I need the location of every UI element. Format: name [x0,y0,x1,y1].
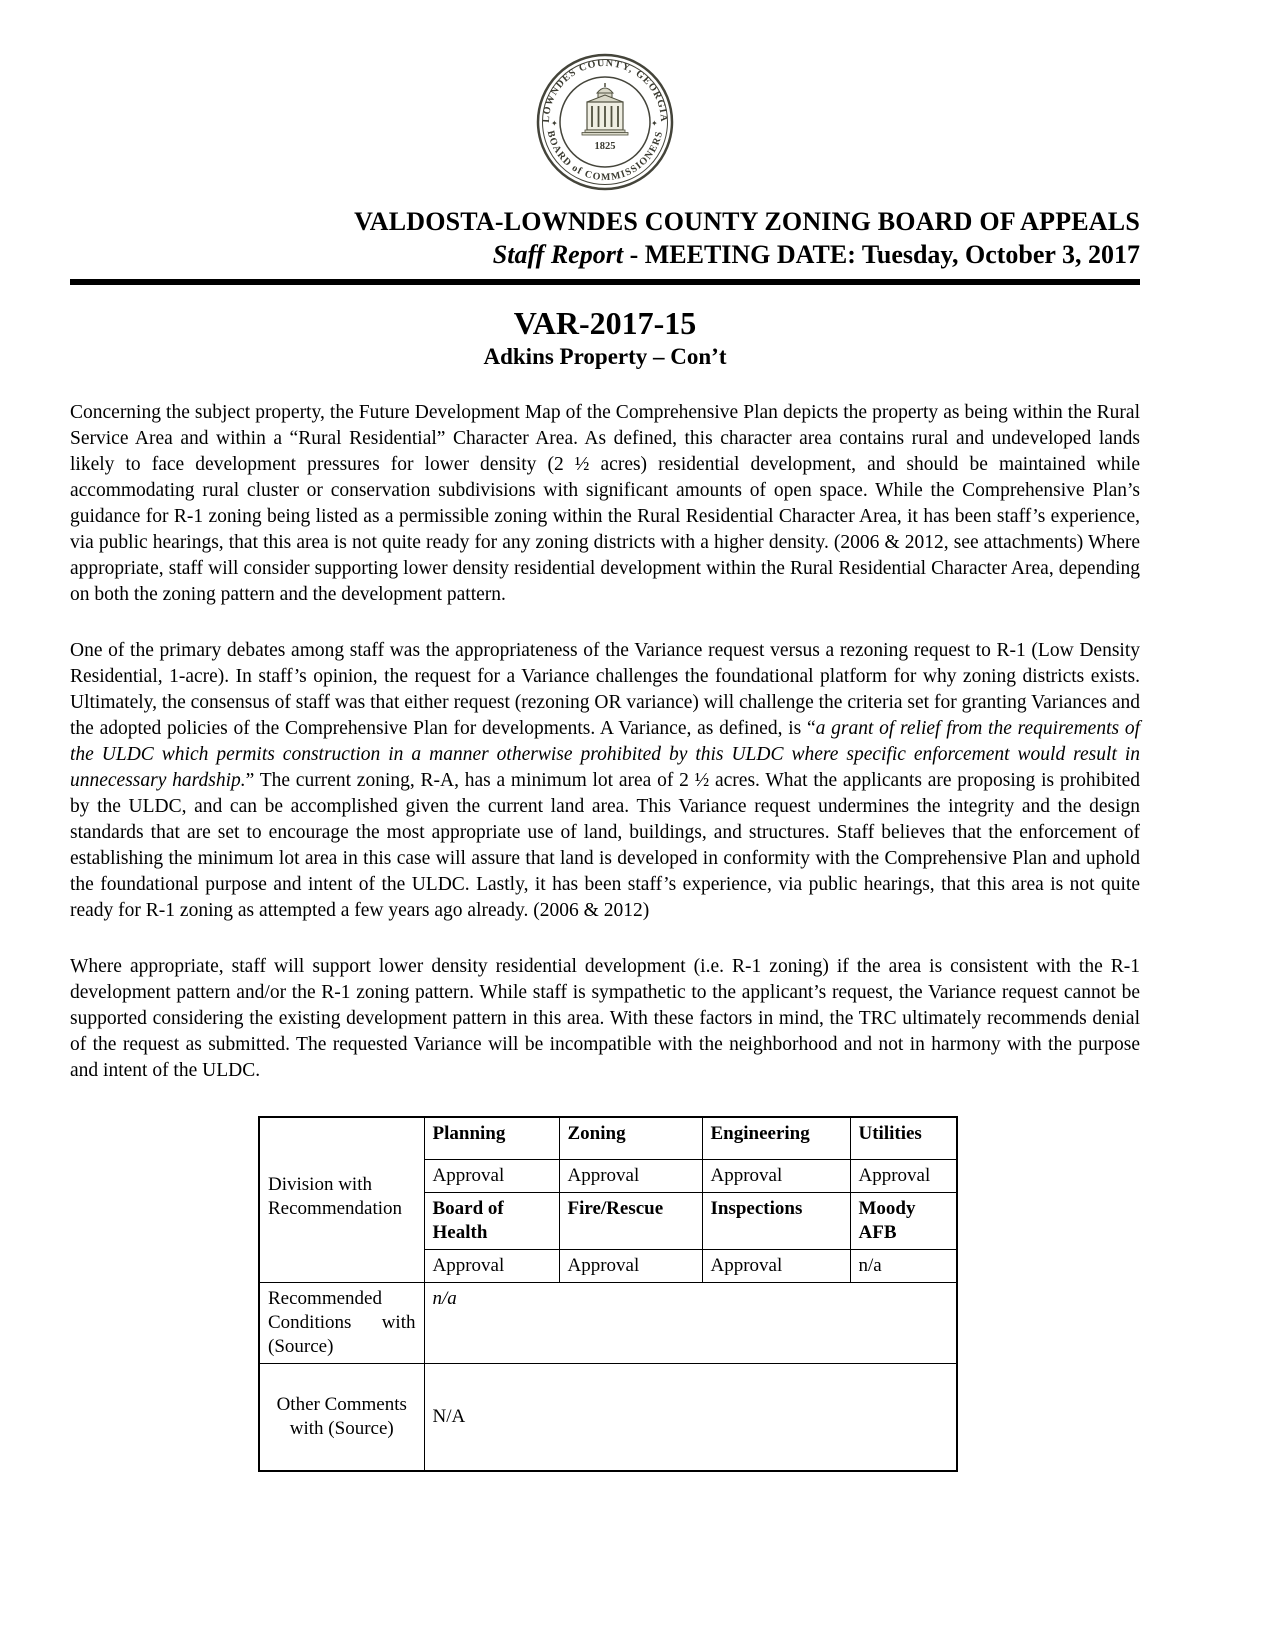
header-divider-rule [70,279,1140,285]
header-cell-moody-afb: Moody AFB [850,1192,957,1249]
county-seal-graphic [535,52,675,192]
document-subtitle [70,239,1140,272]
subtitle-meeting-date: - MEETING DATE: Tuesday, October 3, 2017 [623,239,1140,269]
header-cell-engineering: Engineering [702,1117,850,1159]
value-cell-other-comments: N/A [424,1363,957,1471]
header-cell-fire-rescue: Fire/Rescue [559,1192,702,1249]
header-cell-zoning: Zoning [559,1117,702,1159]
seal-separator-left-icon: ✦ [551,119,558,128]
header-title-block [70,206,1140,271]
seal-year: 1825 [594,141,616,152]
table-row-recommended-conditions [259,1282,957,1363]
row-label-other-comments: Other Comments with (Source) [259,1363,424,1471]
value-cell-board-of-health: Approval [424,1249,559,1282]
seal-separator-right-icon: ✦ [651,119,658,128]
table-row-other-comments [259,1363,957,1471]
header-cell-utilities: Utilities [850,1117,957,1159]
seal-top-text: LOWNDES COUNTY, GEORGIA [540,57,670,123]
document-title: VALDOSTA-LOWNDES COUNTY ZONING BOARD OF APPEALS [354,207,1140,236]
value-cell-engineering: Approval [702,1159,850,1192]
row-label-recommended-conditions: Recommended Conditions with (Source) [259,1282,424,1363]
seal-bottom-text: BOARD of COMMISSIONERS [544,129,666,184]
paragraph-variance-debate [70,638,1140,924]
paragraph-variance-debate-pre: One of the primary debates among staff was the appropriateness of the Variance request versus a rezoning request to R-1 (Low Density Residential, 1-acre). In staff’s opinion, the request for a Variance challenges the foundational platform for why zoning districts exists. Ultimately, the consensus of staff was that either request (rezoning OR variance) will challenge the criteria set for granting Variances and the adopted policies of the Comprehensive Plan for developments. A Variance, as defined, is “ [70,640,1140,739]
value-cell-recommended-conditions: n/a [424,1282,957,1363]
row-label-division: Division with Recommendation [259,1117,424,1282]
paragraph-trc-recommendation: Where appropriate, staff will support lower density residential development (i.e. R-1 zoning) if the area is consistent with the R-1 development pattern and/or the R-1 zoning pattern. While staff is sympathetic to the applicant’s request, the Variance request cannot be supported considering the existing development pattern in this area. With these factors in mind, the TRC ultimately recommends denial of the request as submitted. The requested Variance will be incompatible with the neighborhood and not in harmony with the purpose and intent of the ULDC. [70,956,1140,1081]
subtitle-staff-report: Staff Report [492,239,624,269]
header-cell-inspections: Inspections [702,1192,850,1249]
paragraph-variance-debate-post: ” The current zoning, R-A, has a minimum lot area of 2 ½ acres. What the applicants are proposing is prohibited by the ULDC, and can be accomplished given the current land area. This Variance request undermines the integrity and the design standards that are set to encourage the most appropriate use of land, buildings, and structures. Staff believes that the enforcement of establishing the minimum lot area in this case will assure that land is developed in conformity with the Comprehensive Plan and uphold the foundational purpose and intent of the ULDC. Lastly, it has been staff’s experience, via public hearings, that this area is not quite ready for R-1 zoning as attempted a few years ago already. (2006 & 2012) [70,770,1140,921]
trc-recommendation-table [258,1116,958,1472]
case-name: Adkins Property – Con’t [483,344,727,369]
header-cell-board-of-health: Board of Health [424,1192,559,1249]
case-number: VAR-2017-15 [513,305,697,341]
uldc-variance-definition-quote: a grant of relief from the requirements of the ULDC which permits construction in a manner otherwise prohibited by this ULDC where specific enforcement would result in unnecessary hardship. [70,718,1140,791]
value-cell-utilities: Approval [850,1159,957,1192]
value-cell-zoning: Approval [559,1159,702,1192]
value-cell-planning: Approval [424,1159,559,1192]
value-cell-fire-rescue: Approval [559,1249,702,1282]
county-seal [70,0,1140,192]
value-cell-moody-afb: n/a [850,1249,957,1282]
table-row-division-headers-1 [259,1117,957,1159]
header-cell-planning: Planning [424,1117,559,1159]
value-cell-inspections: Approval [702,1249,850,1282]
paragraph-comprehensive-plan: Concerning the subject property, the Future Development Map of the Comprehensive Plan depicts the property as being within the Rural Service Area and within a “Rural Residential” Character Area. As defined, this character area contains rural and undeveloped lands likely to face development pressures for lower density (2 ½ acres) residential development, and should be maintained while accommodating rural cluster or conservation subdivisions with significant amounts of open space. While the Comprehensive Plan’s guidance for R-1 zoning being listed as a permissible zoning within the Rural Residential Character Area, it has been staff’s experience, via public hearings, that this area is not quite ready for any zoning districts with a higher density. (2006 & 2012, see attachments) Where appropriate, staff will consider supporting lower density residential development within the Rural Residential Character Area, depending on both the zoning pattern and the development pattern. [70,402,1140,605]
